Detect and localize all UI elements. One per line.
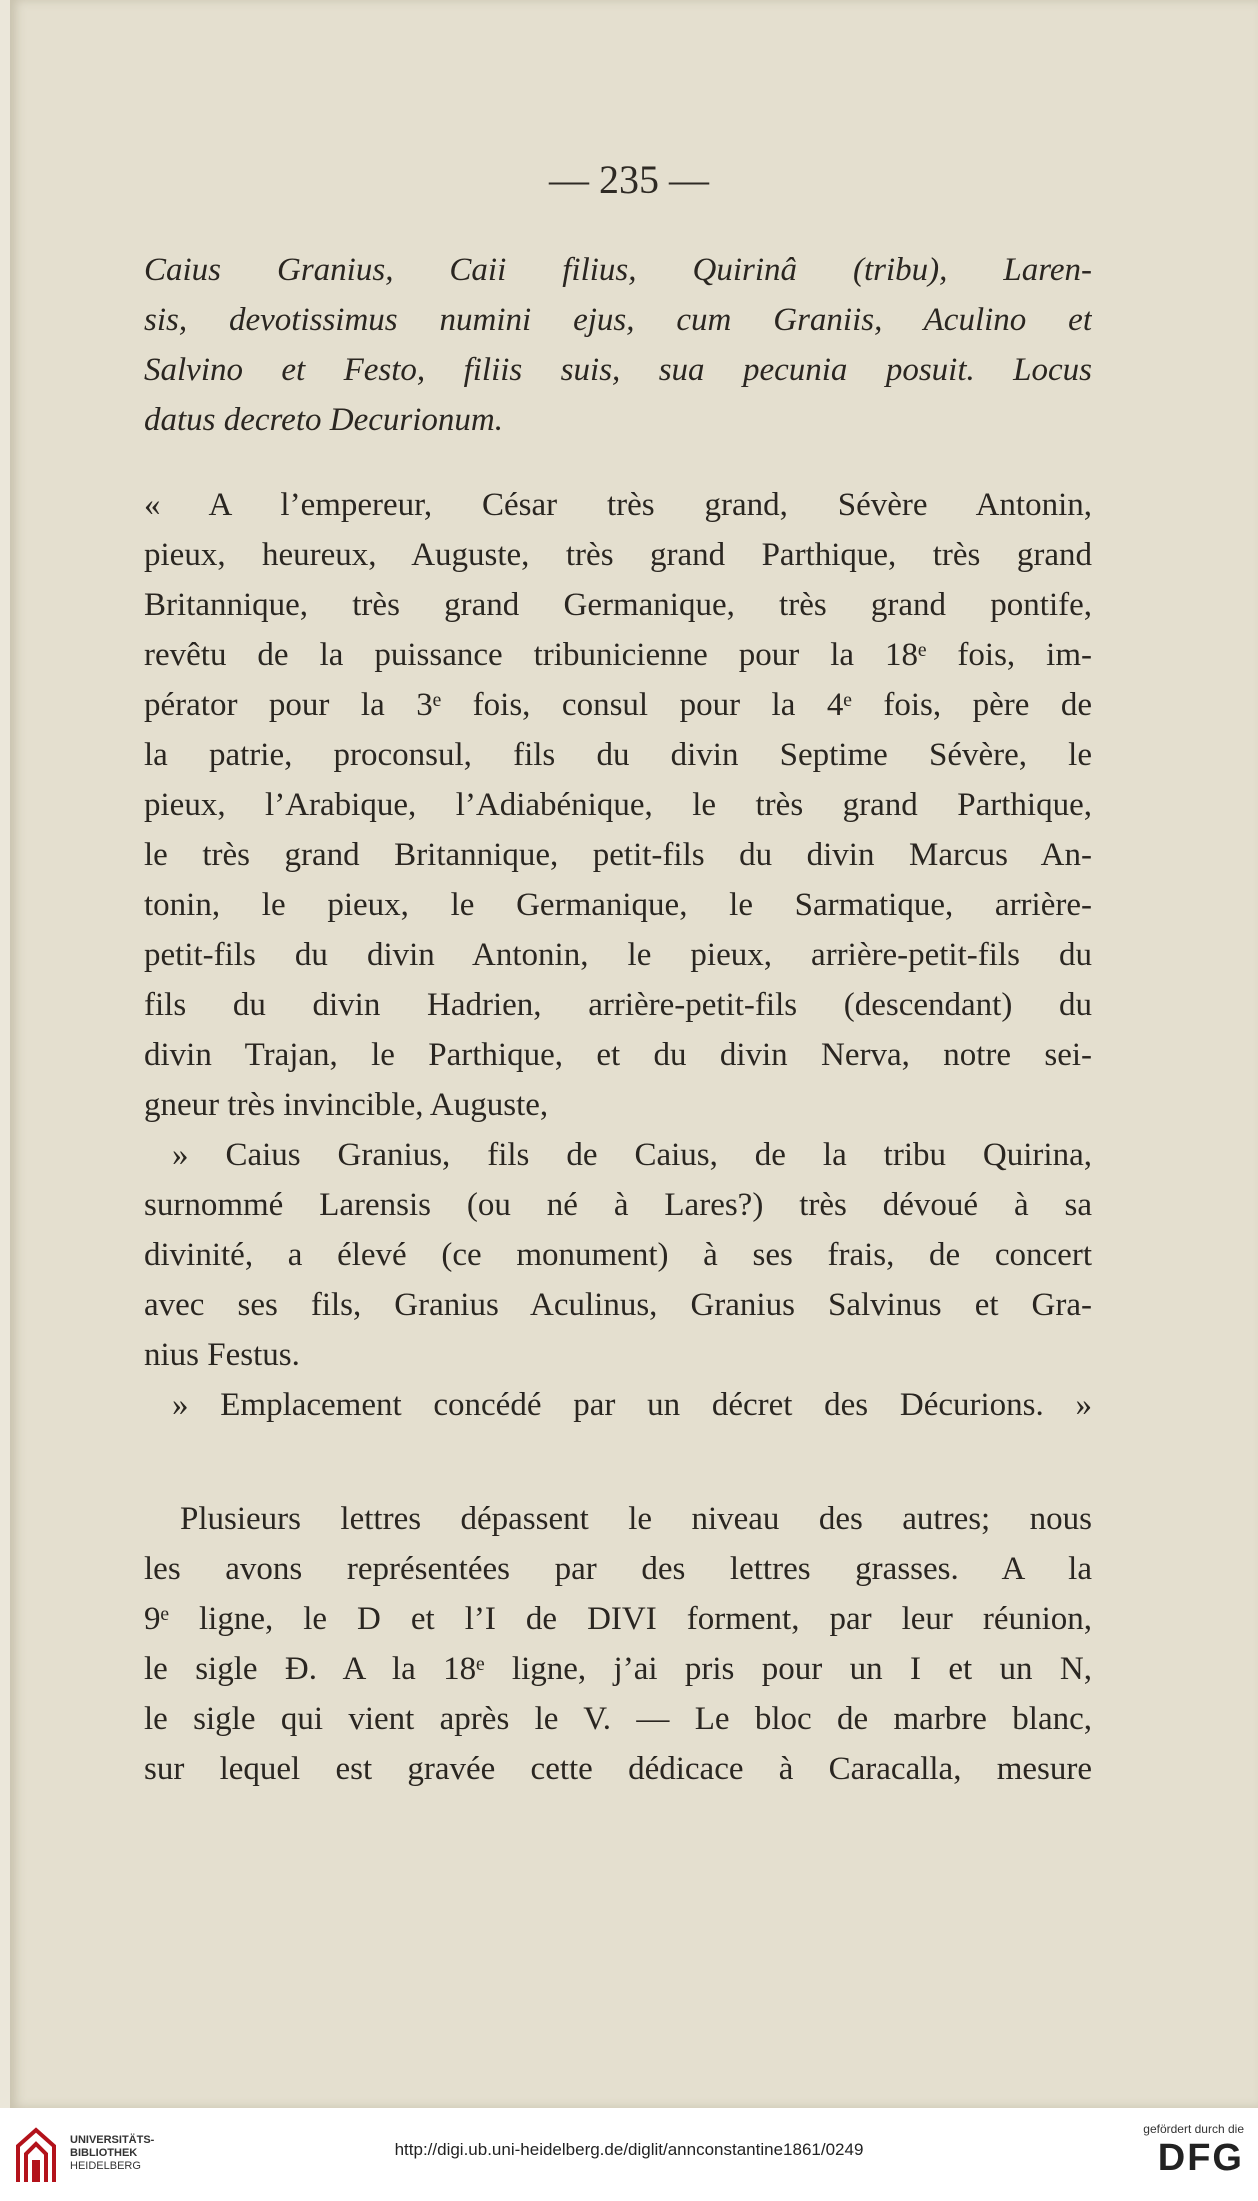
- translation-line: nius Festus.: [144, 1337, 300, 1373]
- translation-line: avec ses fils, Granius Aculinus, Granius Salvinus et Gra-: [144, 1287, 1092, 1323]
- translation-line: pieux, heureux, Auguste, très grand Parthique, très grand: [144, 537, 1092, 573]
- translation-line: la patrie, proconsul, fils du divin Septime Sévère, le: [144, 737, 1092, 773]
- latin-line: sis, devotissimus numini ejus, cum Graniis, Aculino et: [144, 302, 1092, 338]
- translation-line: divin Trajan, le Parthique, et du divin Nerva, notre sei-: [144, 1037, 1092, 1073]
- translation-line: » Caius Granius, fils de Caius, de la tribu Quirina,: [172, 1137, 1092, 1173]
- funder-caption: gefördert durch die: [1143, 2122, 1244, 2136]
- commentary-line: sur lequel est gravée cette dédicace à Caracalla, mesure: [144, 1751, 1092, 1787]
- library-name-line: UNIVERSITÄTS-: [70, 2134, 155, 2146]
- translation-line: le très grand Britannique, petit-fils du divin Marcus An-: [144, 837, 1092, 873]
- commentary-line: 9ᵉ ligne, le D et l’I de DIVI forment, par leur réunion,: [144, 1601, 1092, 1637]
- commentary-line: le sigle qui vient après le V. — Le bloc de marbre blanc,: [144, 1701, 1092, 1737]
- translation-line: divinité, a élevé (ce monument) à ses frais, de concert: [144, 1237, 1092, 1273]
- latin-line: Salvino et Festo, filiis suis, sua pecunia posuit. Locus: [144, 352, 1092, 388]
- translation-line: » Emplacement concédé par un décret des Décurions. »: [172, 1387, 1092, 1423]
- library-name-line: HEIDELBERG: [70, 2160, 141, 2172]
- commentary-line: les avons représentées par des lettres grasses. A la: [144, 1551, 1092, 1587]
- translation-line: fils du divin Hadrien, arrière-petit-fils (descendant) du: [144, 987, 1092, 1023]
- funder-credit: [1143, 2122, 1244, 2180]
- translation-line: pérator pour la 3ᵉ fois, consul pour la 4ᵉ fois, père de: [144, 687, 1092, 723]
- translation-line: tonin, le pieux, le Germanique, le Sarmatique, arrière-: [144, 887, 1092, 923]
- commentary-line: le sigle Ð. A la 18ᵉ ligne, j’ai pris pour un I et un N,: [144, 1651, 1092, 1687]
- translation-line: pieux, l’Arabique, l’Adiabénique, le très grand Parthique,: [144, 787, 1092, 823]
- translation-paragraph: [144, 480, 1092, 1430]
- translation-line: Britannique, très grand Germanique, très grand pontife,: [144, 587, 1092, 623]
- page-number: — 235 —: [549, 157, 709, 202]
- latin-line: Caius Granius, Caii filius, Quirinâ (tribu), Laren-: [144, 252, 1092, 288]
- library-name-line: BIBLIOTHEK: [70, 2147, 138, 2159]
- translation-line: gneur très invincible, Auguste,: [144, 1087, 549, 1123]
- translation-line: surnommé Larensis (ou né à Lares?) très dévoué à sa: [144, 1187, 1092, 1223]
- commentary-paragraph: [144, 1494, 1092, 1794]
- translation-line: « A l’empereur, César très grand, Sévère Antonin,: [144, 487, 1092, 523]
- latin-inscription: [144, 245, 1092, 445]
- commentary-line: Plusieurs lettres dépassent le niveau des autres; nous: [180, 1501, 1092, 1537]
- translation-line: petit-fils du divin Antonin, le pieux, arrière-petit-fils du: [144, 937, 1092, 973]
- dfg-logo: DFG: [1157, 2137, 1244, 2179]
- latin-line: datus decreto Decurionum.: [144, 402, 503, 438]
- translation-line: revêtu de la puissance tribunicienne pour la 18ᵉ fois, im-: [144, 637, 1092, 673]
- permalink-url[interactable]: http://digi.ub.uni-heidelberg.de/diglit/annconstantine1861/0249: [394, 2140, 864, 2159]
- footer-bar: [0, 2108, 1258, 2201]
